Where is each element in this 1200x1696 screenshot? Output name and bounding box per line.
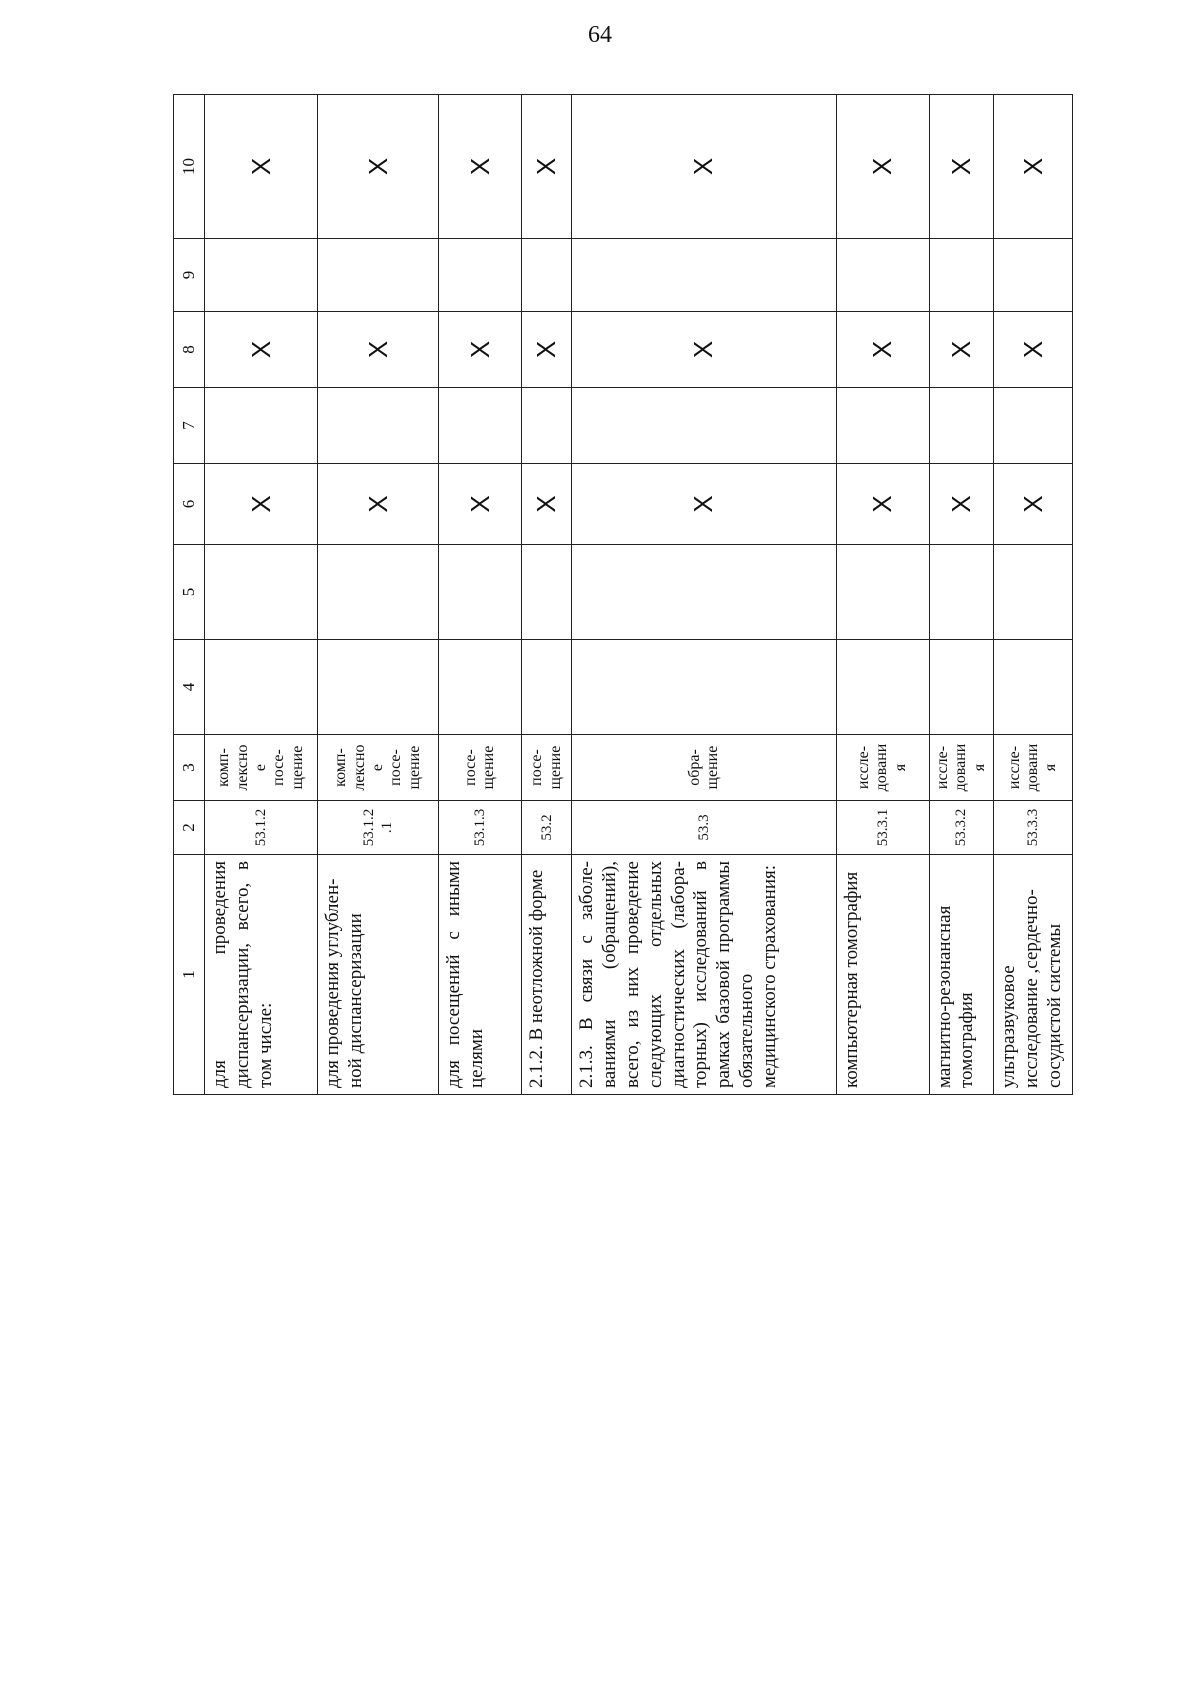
- x-mark: X: [994, 312, 1073, 388]
- row-label: ультразвуковое исследование ,сердечно-сосудистой системы: [994, 855, 1073, 1095]
- row-code: 53.1.3: [439, 801, 522, 855]
- header-cell: 5: [174, 545, 205, 640]
- header-cell: 2: [174, 801, 205, 855]
- x-mark: X: [994, 464, 1073, 545]
- header-cell: 9: [174, 239, 205, 312]
- x-mark: X: [836, 312, 929, 388]
- empty-cell: [929, 388, 994, 464]
- header-cell: 4: [174, 640, 205, 735]
- empty-cell: [994, 239, 1073, 312]
- empty-cell: [929, 640, 994, 735]
- row-code: 53.3.1: [836, 801, 929, 855]
- row-code: 53.1.2.1: [318, 801, 439, 855]
- row-unit: [439, 735, 522, 801]
- header-cell: 8: [174, 312, 205, 388]
- empty-cell: [522, 239, 572, 312]
- empty-cell: [205, 239, 318, 312]
- x-mark: X: [929, 464, 994, 545]
- row-unit-text: иссле- дования: [933, 743, 988, 792]
- x-mark: X: [572, 95, 836, 239]
- x-mark: X: [439, 95, 522, 239]
- x-mark: X: [929, 95, 994, 239]
- x-mark: X: [318, 95, 439, 239]
- row-label: 2.1.3. В связи с заболе-ваниями (обращений), всего, из них проведение следующих отдельных диагностических (лабора-торных) исследований в рамках базовой программы обязательного медицинского страхования:: [572, 855, 836, 1095]
- row-code: 53.2: [522, 801, 572, 855]
- x-mark: X: [205, 312, 318, 388]
- empty-cell: [318, 388, 439, 464]
- header-cell: 7: [174, 388, 205, 464]
- x-mark: X: [572, 312, 836, 388]
- table-row: [994, 95, 1073, 1095]
- x-mark: X: [439, 312, 522, 388]
- x-mark: X: [836, 95, 929, 239]
- empty-cell: [836, 239, 929, 312]
- empty-cell: [572, 239, 836, 312]
- header-cell: 1: [174, 855, 205, 1095]
- row-unit: [994, 735, 1073, 801]
- row-unit: [522, 735, 572, 801]
- x-mark: X: [439, 464, 522, 545]
- row-label: компьютерная томография: [836, 855, 929, 1095]
- x-mark: X: [994, 95, 1073, 239]
- page-number: 64: [588, 22, 612, 48]
- header-cell: 3: [174, 735, 205, 801]
- empty-cell: [522, 640, 572, 735]
- table-row: [572, 95, 836, 1095]
- empty-cell: [439, 545, 522, 640]
- empty-cell: [994, 388, 1073, 464]
- empty-cell: [572, 640, 836, 735]
- row-code: 53.3.2: [929, 801, 994, 855]
- empty-cell: [318, 239, 439, 312]
- empty-cell: [836, 640, 929, 735]
- header-cell: 6: [174, 464, 205, 545]
- header-row: [174, 95, 205, 1095]
- row-unit-text: иссле- дования: [855, 743, 909, 792]
- rotated-table-container: [173, 95, 1073, 1095]
- empty-cell: [994, 545, 1073, 640]
- x-mark: X: [572, 464, 836, 545]
- empty-cell: [572, 545, 836, 640]
- data-table: [173, 94, 1073, 1095]
- table-row: [439, 95, 522, 1095]
- row-unit: [929, 735, 994, 801]
- table-row: [318, 95, 439, 1095]
- row-label: для проведения углублен-ной диспансеризации: [318, 855, 439, 1095]
- x-mark: X: [205, 95, 318, 239]
- row-unit-text: обра- щение: [685, 745, 722, 790]
- empty-cell: [439, 640, 522, 735]
- empty-cell: [929, 239, 994, 312]
- header-cell: 10: [174, 95, 205, 239]
- table-body: [174, 95, 1073, 1095]
- row-unit: [205, 735, 318, 801]
- row-unit: [836, 735, 929, 801]
- x-mark: X: [318, 312, 439, 388]
- empty-cell: [836, 388, 929, 464]
- row-label: магнитно-резонансная томография: [929, 855, 994, 1095]
- row-code: 53.1.2: [205, 801, 318, 855]
- x-mark: X: [836, 464, 929, 545]
- row-unit-text: комп- лексное посе- щение: [215, 744, 306, 791]
- x-mark: X: [522, 95, 572, 239]
- empty-cell: [205, 388, 318, 464]
- table-row: [522, 95, 572, 1095]
- row-unit: [572, 735, 836, 801]
- row-unit: [318, 735, 439, 801]
- empty-cell: [318, 640, 439, 735]
- empty-cell: [439, 388, 522, 464]
- empty-cell: [994, 640, 1073, 735]
- empty-cell: [522, 545, 572, 640]
- row-label: для посещений с иными целями: [439, 855, 522, 1095]
- x-mark: X: [205, 464, 318, 545]
- row-unit-text: посе- щение: [461, 745, 498, 790]
- row-unit-text: комп- лексное посе- щение: [332, 744, 423, 791]
- table-row: [205, 95, 318, 1095]
- x-mark: X: [522, 312, 572, 388]
- empty-cell: [929, 545, 994, 640]
- empty-cell: [836, 545, 929, 640]
- table-row: [836, 95, 929, 1095]
- empty-cell: [205, 640, 318, 735]
- x-mark: X: [929, 312, 994, 388]
- empty-cell: [205, 545, 318, 640]
- row-unit-text: посе- щение: [528, 745, 564, 790]
- empty-cell: [522, 388, 572, 464]
- row-label: для проведения диспансеризации, всего, в том числе:: [205, 855, 318, 1095]
- empty-cell: [572, 388, 836, 464]
- row-code: 53.3: [572, 801, 836, 855]
- row-label: 2.1.2. В неотложной форме: [522, 855, 572, 1095]
- x-mark: X: [318, 464, 439, 545]
- row-unit-text: иссле- дования: [1005, 743, 1060, 792]
- x-mark: X: [522, 464, 572, 545]
- row-code: 53.3.3: [994, 801, 1073, 855]
- empty-cell: [318, 545, 439, 640]
- table-row: [929, 95, 994, 1095]
- empty-cell: [439, 239, 522, 312]
